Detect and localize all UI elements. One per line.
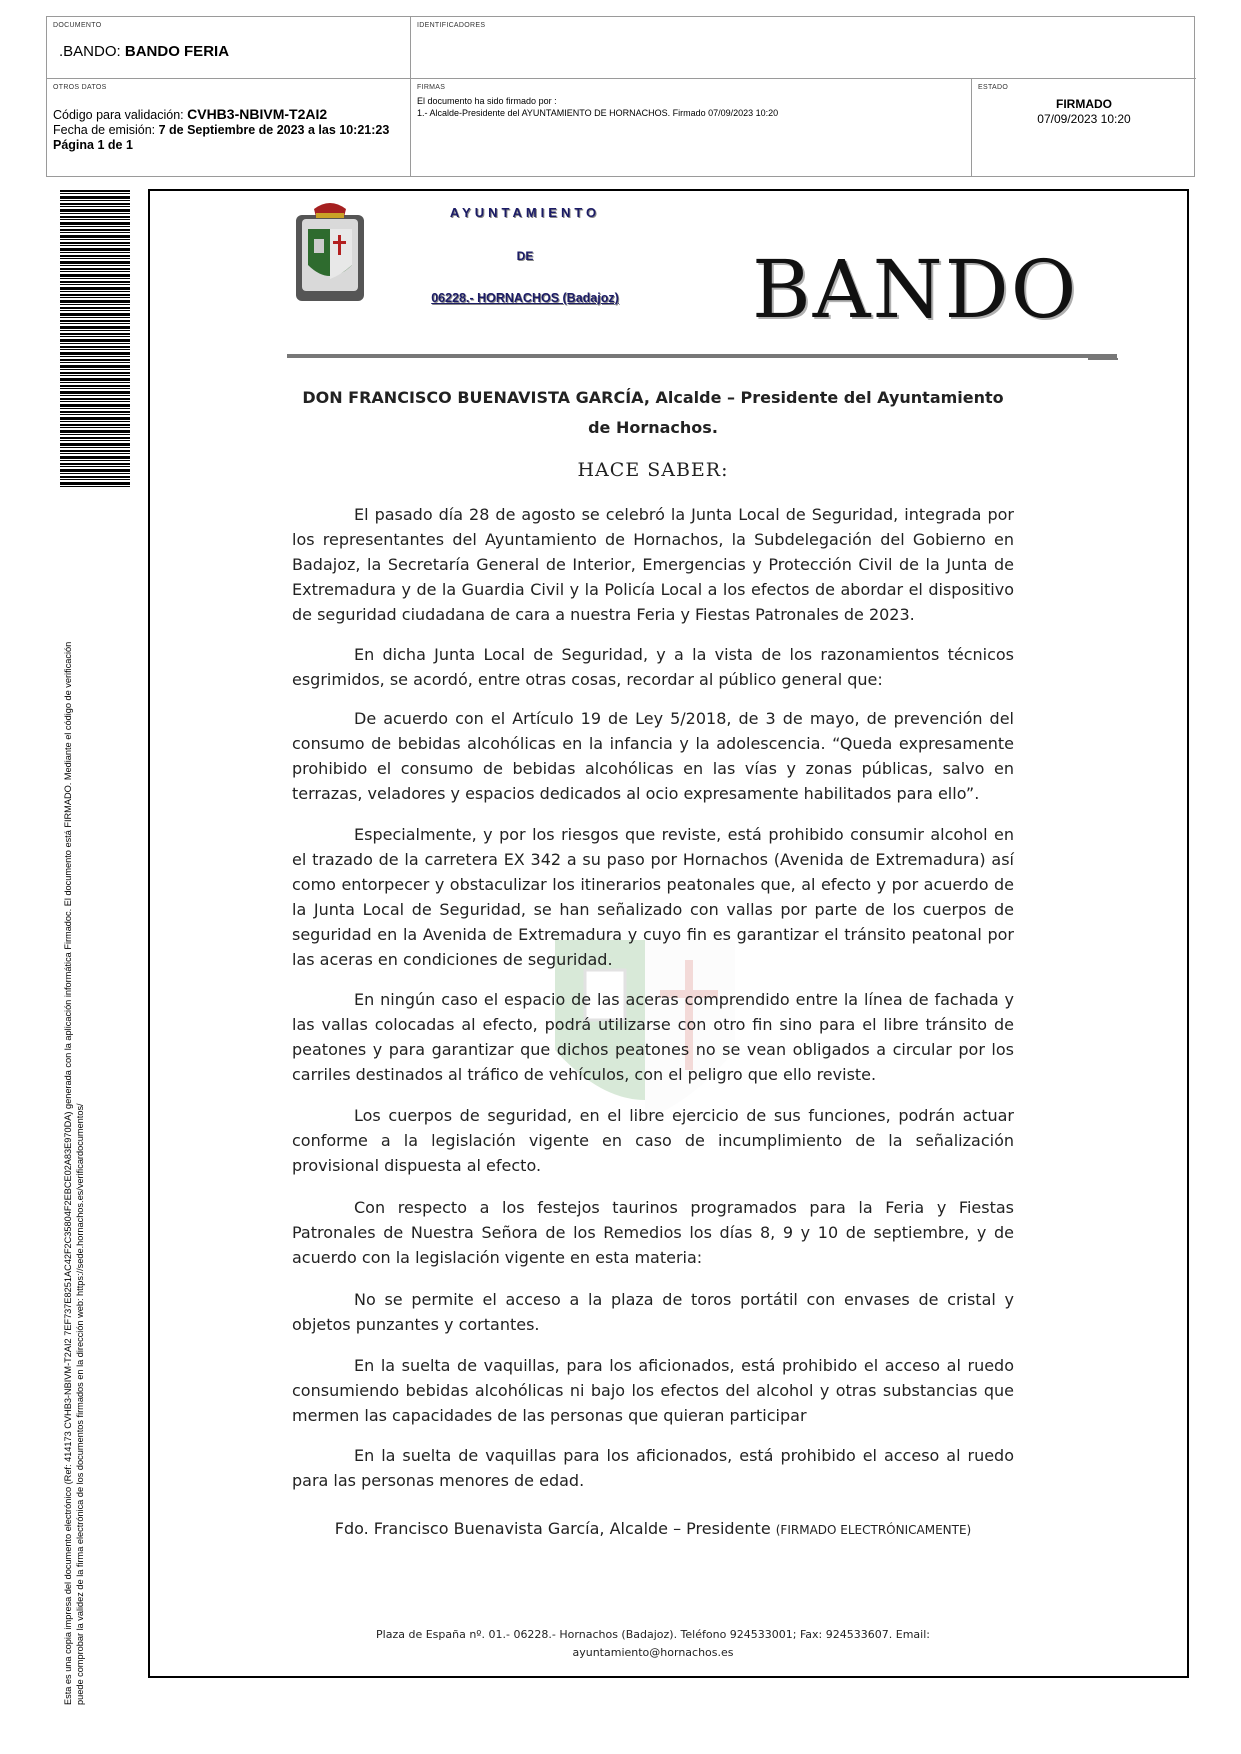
letterhead-de: DE xyxy=(516,249,534,263)
paragraph: En la suelta de vaquillas, para los aficionados, está prohibido el acceso al ruedo consumiendo bebidas alcohólicas ni bajo los efectos del alcohol y otras substancias que mermen las capacidades de las personas que quieran participar xyxy=(292,1356,1014,1425)
mayor-heading: DON FRANCISCO BUENAVISTA GARCÍA, Alcalde – Presidente del Ayuntamiento de Hornachos. xyxy=(302,388,1004,437)
verification-side-text xyxy=(62,490,102,1705)
paragraph: Especialmente, y por los riesgos que reviste, está prohibido consumir alcohol en el trazado de la carretera EX 342 a su paso por Hornachos (Avenida de Extremadura) así como entorpecer y obstaculizar los itinerarios peatonales que, al efecto y por acuerdo de la Junta Local de Seguridad, se han señalizado con vallas por parte de los cuerpos de seguridad en la Avenida de Extremadura y cuyo fin es garantizar el tránsito peatonal por las aceras en condiciones de seguridad. xyxy=(292,825,1014,969)
side-text-line: puede comprobar la validez de la firma electrónica de los documentos firmados en la dirección web: https://sede.hornachos.es/verificardocumentos/ xyxy=(75,1103,85,1705)
paragraph: En ningún caso el espacio de las aceras comprendido entre la línea de fachada y las vallas colocadas al efecto, podrá utilizarse con otro fin sino para el libre tránsito de peatones y para garantizar que dichos peatones no se vean obligados a circular por los carriles destinados al tráfico de vehículos, con el peligro que ello reviste. xyxy=(292,990,1014,1084)
fecha-emision: Fecha de emisión: 7 de Septiembre de 2023 a las 10:21:23 xyxy=(53,123,390,137)
side-text-line: Esta es una copia impresa del documento electrónico (Ref: 414173 CVHB3-NBIVM-T2AI2 7EF737E8251AC42F2C35804F2EBCE02A83E970DA) generada con la aplicación informática Firmadoc. El documento está FIRMADO. Mediante el código de verificación xyxy=(63,641,73,1705)
coat-of-arms-logo xyxy=(294,195,366,305)
firmas-line: El documento ha sido firmado por : xyxy=(417,96,557,106)
footer-email: ayuntamiento@hornachos.es xyxy=(572,1646,734,1659)
estado-cell xyxy=(972,79,1196,177)
validation-header xyxy=(46,16,1195,177)
codigo-validacion: Código para validación: CVHB3-NBIVM-T2AI2 xyxy=(53,106,328,122)
firmas-line: 1.- Alcalde-Presidente del AYUNTAMIENTO DE HORNACHOS. Firmado 07/09/2023 10:20 xyxy=(417,108,779,118)
documento-value: .BANDO: BANDO FERIA xyxy=(59,43,230,60)
paragraph: El pasado día 28 de agosto se celebró la Junta Local de Seguridad, integrada por los representantes del Ayuntamiento de Hornachos, la Subdelegación del Gobierno en Badajoz, la Secretaría General de Interior, Emergencias y Protección Civil de la Junta de Extremadura y de la Guardia Civil y la Policía Local a los efectos de abordar el dispositivo de seguridad ciudadana de cara a nuestra Feria y Fiestas Patronales de 2023. xyxy=(292,505,1014,624)
paragraph: En dicha Junta Local de Seguridad, y a la vista de los razonamientos técnicos esgrimidos, se acordó, entre otras cosas, recordar al público general que: xyxy=(292,645,1014,689)
signature-note: (FIRMADO ELECTRÓNICAMENTE) xyxy=(775,1523,972,1537)
firmas-cell xyxy=(411,79,972,177)
paragraph: De acuerdo con el Artículo 19 de Ley 5/2018, de 3 de mayo, de prevención del consumo de bebidas alcohólicas en la infancia y la adolescencia. “Queda expresamente prohibido el consumo de bebidas alcohólicas en las vías y zonas públicas, salvo en terrazas, veladores y espacios dedicados al ocio expresamente habilitados para ello”. xyxy=(292,709,1014,803)
estado-date: 07/09/2023 10:20 xyxy=(1037,112,1131,126)
documento-cell xyxy=(47,17,411,79)
pagina-info: Página 1 de 1 xyxy=(53,138,133,152)
bando-title: BANDO xyxy=(752,243,1079,336)
otros-datos-cell xyxy=(47,79,411,177)
page-footer xyxy=(292,1626,1014,1662)
identificadores-label: IDENTIFICADORES xyxy=(417,22,486,29)
letterhead-ayuntamiento: AYUNTAMIENTO xyxy=(449,205,601,220)
header-divider-accent xyxy=(1088,358,1118,360)
paragraph: No se permite el acceso a la plaza de toros portátil con envases de cristal y objetos punzantes y cortantes. xyxy=(292,1290,1014,1334)
barcode xyxy=(60,190,130,487)
hace-saber-heading: HACE SABER: xyxy=(577,459,729,481)
identificadores-cell xyxy=(411,17,1196,79)
documento-label: DOCUMENTO xyxy=(53,22,102,29)
paragraph: En la suelta de vaquillas para los aficionados, está prohibido el acceso al ruedo para las personas menores de edad. xyxy=(292,1446,1014,1490)
footer-line: Plaza de España nº. 01.- 06228.- Hornachos (Badajoz). Teléfono 924533001; Fax: 924533607. Email: xyxy=(376,1628,930,1641)
estado-label: ESTADO xyxy=(978,84,1009,91)
paragraph: Con respecto a los festejos taurinos programados para la Feria y Fiestas Patronales de Nuestra Señora de los Remedios los días 8, 9 y 10 de septiembre, y de acuerdo con la legislación vigente en esta materia: xyxy=(292,1198,1014,1267)
header-divider xyxy=(287,354,1117,358)
estado-value: FIRMADO xyxy=(1056,97,1112,111)
paragraph: Los cuerpos de seguridad, en el libre ejercicio de sus funciones, podrán actuar conforme a la legislación vigente en caso de incumplimiento de la señalización provisional dispuesta al efecto. xyxy=(292,1106,1014,1175)
signature-line: Fdo. Francisco Buenavista García, Alcalde – Presidente (FIRMADO ELECTRÓNICAMENTE) xyxy=(334,1519,972,1538)
firmas-label: FIRMAS xyxy=(417,84,446,91)
otros-datos-label: OTROS DATOS xyxy=(53,84,107,91)
letterhead-address: 06228.- HORNACHOS (Badajoz) xyxy=(431,291,619,305)
